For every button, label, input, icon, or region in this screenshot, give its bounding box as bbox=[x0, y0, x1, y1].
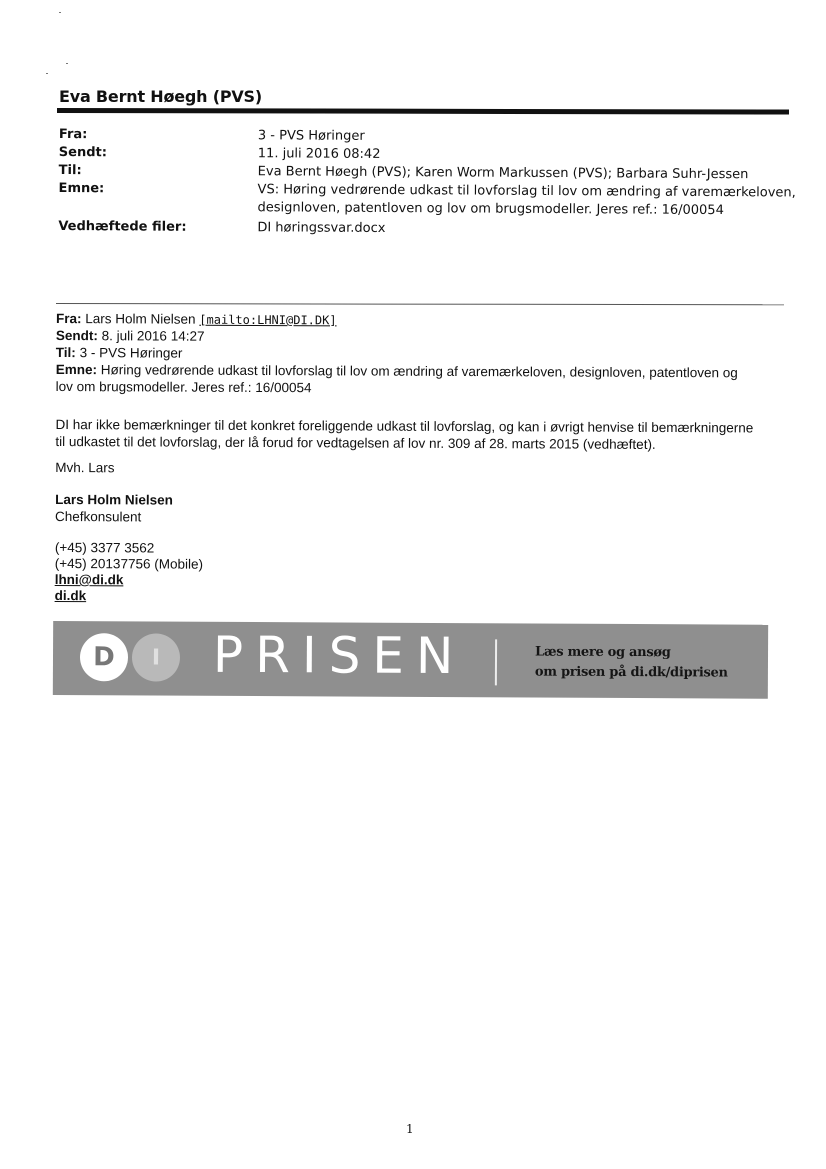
di-prisen-banner[interactable] bbox=[53, 621, 768, 699]
document-owner-name: Eva Bernt Høegh (PVS) bbox=[59, 87, 262, 106]
header-from-label: Fra: bbox=[58, 126, 88, 143]
body-paragraph-line: til udkastet til det lovforslag, der lå forud for vedtagelsen af lov nr. 309 af 28. marts 2015 (vedhæftet). bbox=[55, 433, 656, 452]
fwd-sent-value: 8. juli 2016 14:27 bbox=[101, 328, 205, 344]
signature-website-row bbox=[55, 588, 87, 603]
signature-phone: (+45) 3377 3562 bbox=[54, 539, 155, 556]
fwd-to-line bbox=[56, 345, 183, 361]
fwd-subject-label: Emne: bbox=[55, 361, 98, 378]
banner-separator bbox=[495, 639, 497, 685]
fwd-subject-value: Høring vedrørende udkast til lovforslag til lov om ændring af varemærkeloven, designloven, patentloven og bbox=[100, 362, 738, 381]
header-sent-value: 11. juli 2016 08:42 bbox=[257, 146, 381, 162]
fwd-to-value: 3 - PVS Høringer bbox=[79, 345, 183, 361]
fwd-from-label: Fra: bbox=[55, 311, 82, 327]
signature-name: Lars Holm Nielsen bbox=[55, 491, 173, 508]
fwd-to-label: Til: bbox=[55, 344, 76, 361]
fwd-from-mailto-link[interactable]: [mailto:LHNI@DI.DK] bbox=[199, 312, 337, 328]
fwd-subject-line bbox=[56, 362, 738, 380]
di-logo-d-circle: D bbox=[80, 633, 128, 681]
header-attachments-label: Vedhæftede filer: bbox=[58, 218, 187, 235]
fwd-sent-line bbox=[56, 328, 205, 344]
signature-website-link[interactable]: di.dk bbox=[54, 587, 87, 604]
header-sent-label: Sendt: bbox=[58, 144, 108, 161]
header-from-value: 3 - PVS Høringer bbox=[257, 128, 365, 144]
banner-title: PRISEN bbox=[212, 625, 466, 686]
fwd-subject-value-cont: lov om brugsmodeller. Jeres ref.: 16/00054 bbox=[55, 378, 312, 396]
header-to-value: Eva Bernt Høegh (PVS); Karen Worm Markussen (PVS); Barbara Suhr-Jessen bbox=[257, 164, 749, 183]
signature-email-link[interactable]: lhni@di.dk bbox=[54, 571, 124, 588]
header-subject-value: VS: Høring vedrørende udkast til lovforslag til lov om ændring af varemærkeloven, bbox=[257, 182, 796, 201]
signature-mobile: (+45) 20137756 (Mobile) bbox=[54, 555, 204, 572]
page-number: 1 bbox=[406, 1122, 414, 1136]
greeting: Mvh. Lars bbox=[55, 459, 115, 476]
signature-title: Chefkonsulent bbox=[54, 508, 142, 525]
di-logo-i-circle: I bbox=[132, 633, 180, 681]
header-subject-label: Emne: bbox=[58, 180, 105, 197]
banner-cta-line2: om prisen på di.dk/diprisen bbox=[534, 664, 728, 681]
fwd-sent-label: Sendt: bbox=[55, 327, 98, 344]
header-subject-value-cont: designloven, patentloven og lov om brugsmodeller. Jeres ref.: 16/00054 bbox=[257, 200, 724, 219]
fwd-from-line bbox=[56, 311, 337, 327]
fwd-from-name: Lars Holm Nielsen bbox=[85, 311, 196, 327]
signature-email-row bbox=[55, 572, 124, 587]
banner-cta-line1: Læs mere og ansøg bbox=[534, 644, 671, 661]
body-paragraph-line: DI har ikke bemærkninger til det konkret foreliggende udkast til lovforslag, og kan i øvrigt henvise til bemærkningerne bbox=[55, 416, 754, 436]
attachment-file[interactable]: DI høringssvar.docx bbox=[257, 220, 386, 236]
header-to-label: Til: bbox=[58, 162, 82, 179]
